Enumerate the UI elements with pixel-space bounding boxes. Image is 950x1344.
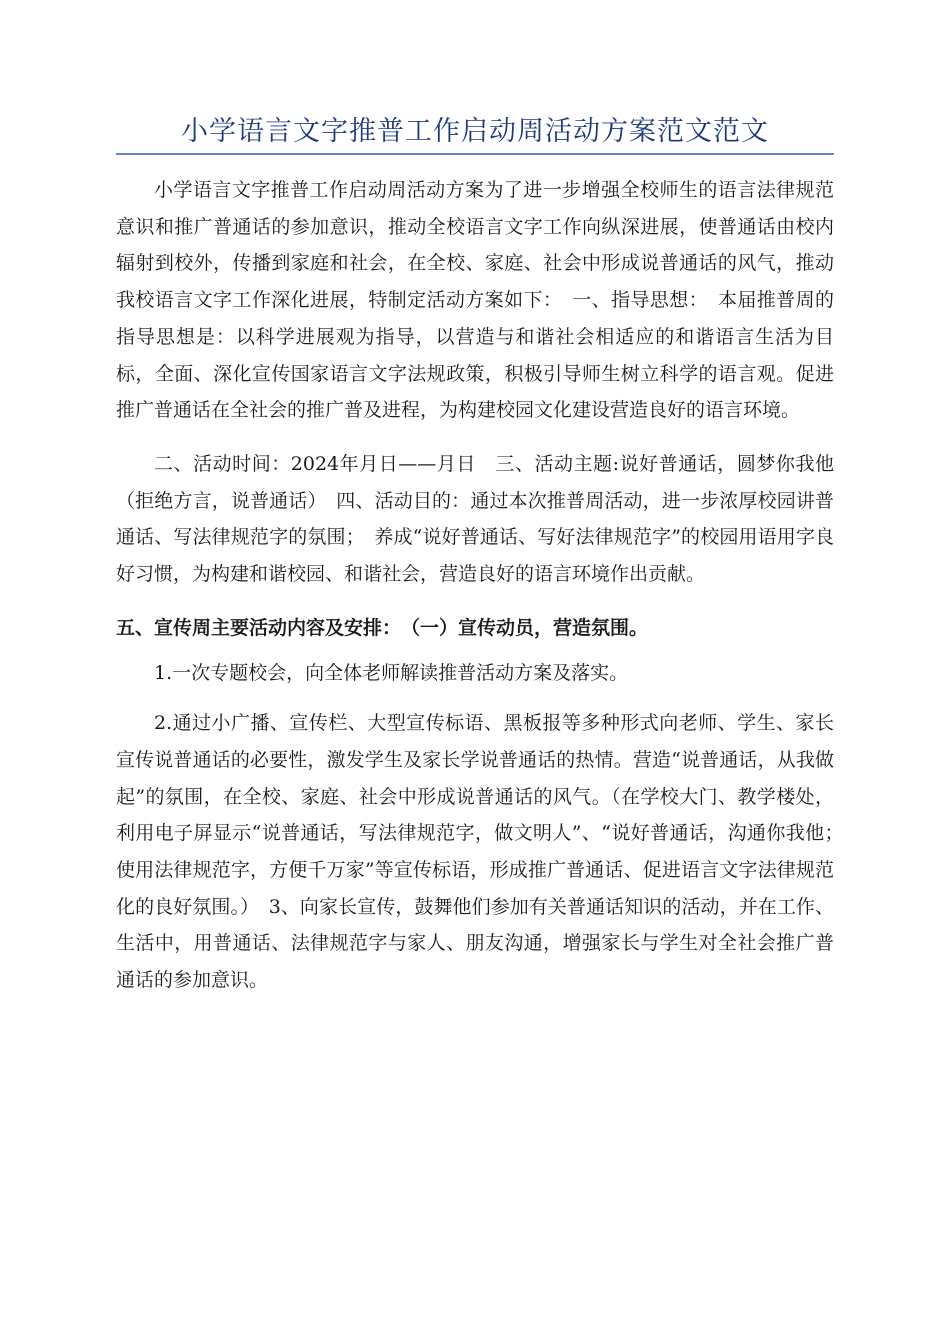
paragraph-activity-time: 二、活动时间：2024年月日——月日 三、活动主题:说好普通话，圆梦你我他（拒绝方言，说普通话） 四、活动目的：通过本次推普周活动，进一步浓厚校园讲普通话、写法律规范字的氛围； 养成“说好普通话、写好法律规范字”的校园用语用字良好习惯，为构建和谐校园、和谐社会，营造良好的语言环境作出贡献。 xyxy=(116,452,834,586)
paragraph-item-2: 2.通过小广播、宣传栏、大型宣传标语、黑板报等多种形式向老师、学生、家长宣传说普通话的必要性，激发学生及家长学说普通话的热情。营造“说普通话，从我做起”的氛围，在全校、家庭、社会中形成说普通话的风气。（在学校大门、教学楼处，利用电子屏显示“说普通话，写法律规范字，做文明人”、“说好普通话，沟通你我他； 使用法律规范字，方便千万家”等宣传标语，形成推广普通话、促进语言文字法律规范化的良好氛围。） 3、向家长宣传，鼓舞他们参加有关普通话知识的活动，并在工作、生活中，用普通话、法律规范字与家人、朋友沟通，增强家长与学生对全社会推广普通话的参加意识。 xyxy=(116,712,854,992)
section-heading-five: 五、宣传周主要活动内容及安排： （一）宣传动员，营造氛围。 xyxy=(116,616,649,639)
paragraph-intro: 小学语言文字推普工作启动周活动方案为了进一步增强全校师生的语言法律规范意识和推广普通话的参加意识，推动全校语言文字工作向纵深进展，使普通话由校内辐射到校外，传播到家庭和社会，在全校、家庭、社会中形成说普通话的风气，推动我校语言文字工作深化进展，特制定活动方案如下： 一、指导思想： 本届推普周的指导思想是：以科学进展观为指导，以营造与和谐社会相适应的和谐语言生活为目标，全面、深化宣传国家语言文字法规政策，积极引导师生树立科学的语言观。促进推广普通话在全社会的推广普及进程，为构建校园文化建设营造良好的语言环境。 xyxy=(116,179,834,422)
document-body xyxy=(116,172,854,999)
paragraph-item-1: 1.一次专题校会，向全体老师解读推普活动方案及落实。 xyxy=(154,662,629,685)
document-title: 小学语言文字推普工作启动周活动方案范文范文 xyxy=(181,116,769,147)
title-underline xyxy=(116,153,834,155)
